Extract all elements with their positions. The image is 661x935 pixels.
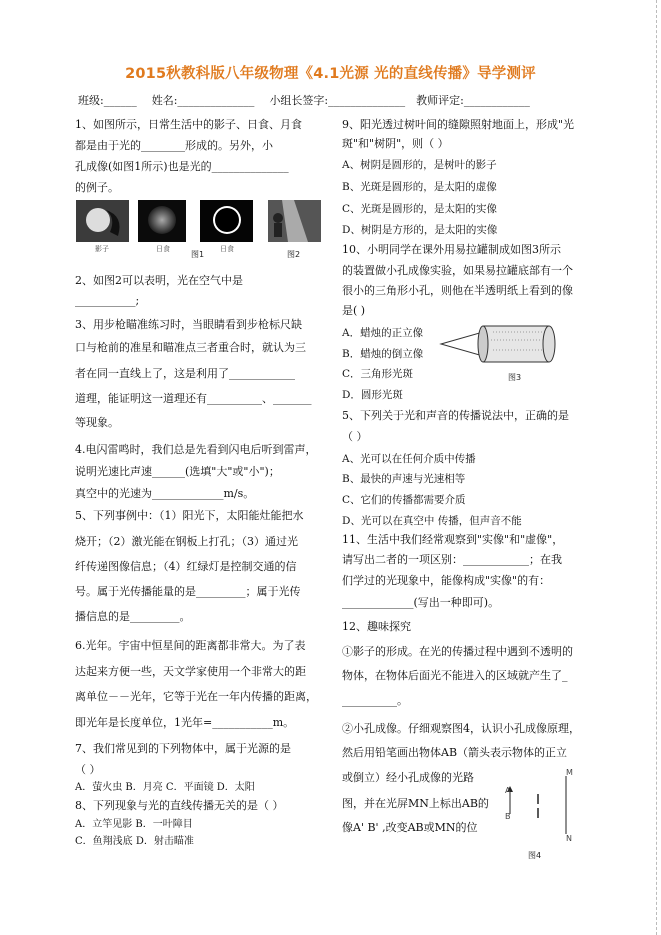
fig4-label-N: N — [566, 834, 572, 843]
q9-line2: 斑"和"树阴"，则（ ） — [342, 137, 449, 150]
fig4-label-M: M — [566, 768, 573, 777]
q6-line3: 离单位－－光年，它等于光在一年内传播的距离， — [75, 690, 317, 703]
figure1-solar-eclipse-image — [200, 200, 253, 242]
q8-line1: 8、下列现象与光的直线传播无关的是（ ） — [75, 799, 284, 812]
page-edge-dashed-line — [656, 0, 657, 935]
q13-part2-line3: 或倒立）经小孔成像的光路 — [342, 771, 474, 784]
q4-line1: 4.电闪雷鸣时，我们总是先看到闪电后听到雷声， — [75, 443, 317, 456]
q10-option-a: A．蜡烛的正立像 — [342, 327, 424, 339]
light-beam-icon — [268, 200, 321, 242]
q13-part2-line1: ②小孔成像。仔细观察图4，认识小孔成像原理， — [342, 722, 580, 735]
q13-part2-line5: 像A' B' ,改变AB或MN的位 — [342, 821, 478, 834]
name-field[interactable]: 姓名:______________ — [151, 94, 255, 107]
q8-options-row1: A．立竿见影 B．一叶障目 — [75, 819, 193, 830]
q3-line1: 3、用步枪瞄准练习时，当眼睛看到步枪标尺缺 — [75, 318, 302, 331]
q11-option-b: B、最快的声速与光速相等 — [342, 473, 466, 485]
q10-line2: 的装置做小孔成像实验，如果易拉罐底部有一个 — [342, 264, 573, 277]
q4-line2: 说明光速比声速______(选填"大"或"小")； — [75, 465, 280, 478]
q11-option-d: D、光可以在真空中 传播，但声音不能 — [342, 515, 522, 527]
q13-part2-line2: 然后用铅笔画出物体AB（箭头表示物体的正立 — [342, 746, 568, 759]
figure1-eclipse-image — [138, 200, 186, 242]
q6-line1: 6.光年。宇宙中恒星间的距离都非常大。为了表 — [75, 639, 306, 652]
q9-option-b: B、光斑是圆形的，是太阳的虚像 — [342, 181, 497, 193]
q12-line4: _____________(写出一种即可)。 — [342, 596, 500, 609]
q9-option-c: C、光斑是圆形的，是太阳的实像 — [342, 203, 498, 215]
q5-line2: 烧开；（2）激光能在钢板上打孔；（3）通过光 — [75, 535, 298, 548]
figure2-image — [268, 200, 321, 242]
q2-line2: ___________; — [75, 294, 140, 307]
q10-option-d: D．圆形光斑 — [342, 389, 403, 401]
q10-option-b: B．蜡烛的倒立像 — [342, 348, 424, 360]
q3-line4: 道理，能证明这一道理还有__________、_______ — [75, 392, 312, 405]
figure3-pinhole-can — [433, 320, 563, 368]
q13-part2-line4: 图，并在光屏MN上标出AB的 — [342, 797, 489, 810]
q6-line4: 即光年是长度单位，1光年=___________m。 — [75, 716, 295, 729]
q3-line5: 等现象。 — [75, 416, 119, 429]
q2-line1: 2、如图2可以表明，光在空气中是 — [75, 274, 243, 287]
fig1-sub-3: 日食 — [220, 245, 234, 253]
fig1-sub-1: 影子 — [95, 245, 109, 253]
q11-option-a: A、光可以在任何介质中传播 — [342, 453, 476, 465]
figure4-caption: 图4 — [528, 851, 542, 860]
q12-line1: 11、生活中我们经常观察到"实像"和"虚像"， — [342, 533, 564, 546]
figure3-caption: 图3 — [508, 373, 522, 382]
q4-line3: 真空中的光速为_____________m/s。 — [75, 487, 255, 500]
q3-line2: 口与枪前的准星和瞄准点三者重合时，就认为三 — [75, 341, 306, 354]
q1-line1: 1、如图所示，日常生活中的影子、日食、月食 — [75, 118, 302, 131]
page-title: 2015秋教科版八年级物理《4.1光源 光的直线传播》导学测评 — [125, 66, 536, 82]
q13-part1-line3: __________。 — [342, 694, 408, 707]
q10-option-c: C．三角形光斑 — [342, 368, 414, 380]
q1-line3: 孔成像(如图1所示)也是光的______________ — [75, 160, 289, 173]
figure2-caption: 图2 — [287, 250, 301, 259]
q10-line4: 是( ) — [342, 304, 366, 317]
fig1-sub-2: 日食 — [156, 245, 170, 253]
q9-line1: 9、阳光透过树叶间的缝隙照射地面上，形成"光 — [342, 118, 575, 131]
q1-line2: 都是由于光的________形成的。另外，小 — [75, 139, 273, 152]
q13-part1-line2: 物体，在物体后面光不能进入的区域就产生了_ — [342, 669, 568, 682]
figure1-caption: 图1 — [191, 250, 205, 259]
q6-line2: 达起来方便一些，天文学家使用一个非常大的距 — [75, 665, 306, 678]
q5-line4: 号。属于光传播能量的是_________；属于光传 — [75, 585, 301, 598]
figure1-shadow-image — [76, 200, 129, 242]
q8-options-row2: C．鱼翔浅底 D．射击瞄准 — [75, 836, 194, 847]
q1-line4: 的例子。 — [75, 181, 119, 194]
q9-option-a: A、树阴是圆形的，是树叶的影子 — [342, 159, 497, 171]
q3-line3: 者在同一直线上了，这是利用了____________ — [75, 367, 295, 380]
q10-line3: 很小的三角形小孔，则他在半透明纸上看到的像 — [342, 284, 573, 297]
solar-eclipse-icon — [200, 200, 253, 242]
q7-line1: 7、我们常见到的下列物体中，属于光源的是 — [75, 742, 291, 755]
leader-signature-field[interactable]: 小组长签字:______________ — [269, 94, 406, 107]
q7-line2: （ ） — [75, 763, 101, 776]
q9-option-d: D、树阴是方形的，是太阳的实像 — [342, 224, 498, 236]
q11-option-c: C、它们的传播都需要介质 — [342, 494, 466, 506]
q11-line2: （ ） — [342, 430, 368, 443]
fig4-label-B: B — [505, 812, 511, 821]
fig4-label-A: A — [505, 786, 511, 795]
q5-line3: 纤传递图像信息；（4）红绿灯是控制交通的信 — [75, 560, 297, 573]
eclipse-icon — [138, 200, 186, 242]
q13-title: 12、趣味探究 — [342, 620, 411, 633]
teacher-eval-field[interactable]: 教师评定:____________ — [416, 94, 530, 107]
q5-line5: 播信息的是_________。 — [75, 610, 191, 623]
q13-part1-line1: ①影子的形成。在光的传播过程中遇到不透明的 — [342, 645, 573, 658]
class-field[interactable]: 班级:______ — [78, 94, 137, 107]
figure4-pinhole-diagram — [500, 770, 580, 842]
q11-line1: 5、下列关于光和声音的传播说法中，正确的是 — [342, 409, 569, 422]
header-fields — [78, 92, 530, 108]
q12-line2: 请写出二者的一项区别：____________；在我 — [342, 553, 562, 566]
q12-line3: 们学过的光现象中，能像构成"实像"的有： — [342, 574, 551, 587]
q7-options: A．萤火虫 B．月亮 C．平面镜 D．太阳 — [75, 782, 255, 793]
shadow-icon — [76, 200, 129, 242]
q5-line1: 5、下列事例中：（1）阳光下，太阳能灶能把水 — [75, 509, 304, 522]
q10-line1: 10、小明同学在课外用易拉罐制成如图3所示 — [342, 243, 561, 256]
